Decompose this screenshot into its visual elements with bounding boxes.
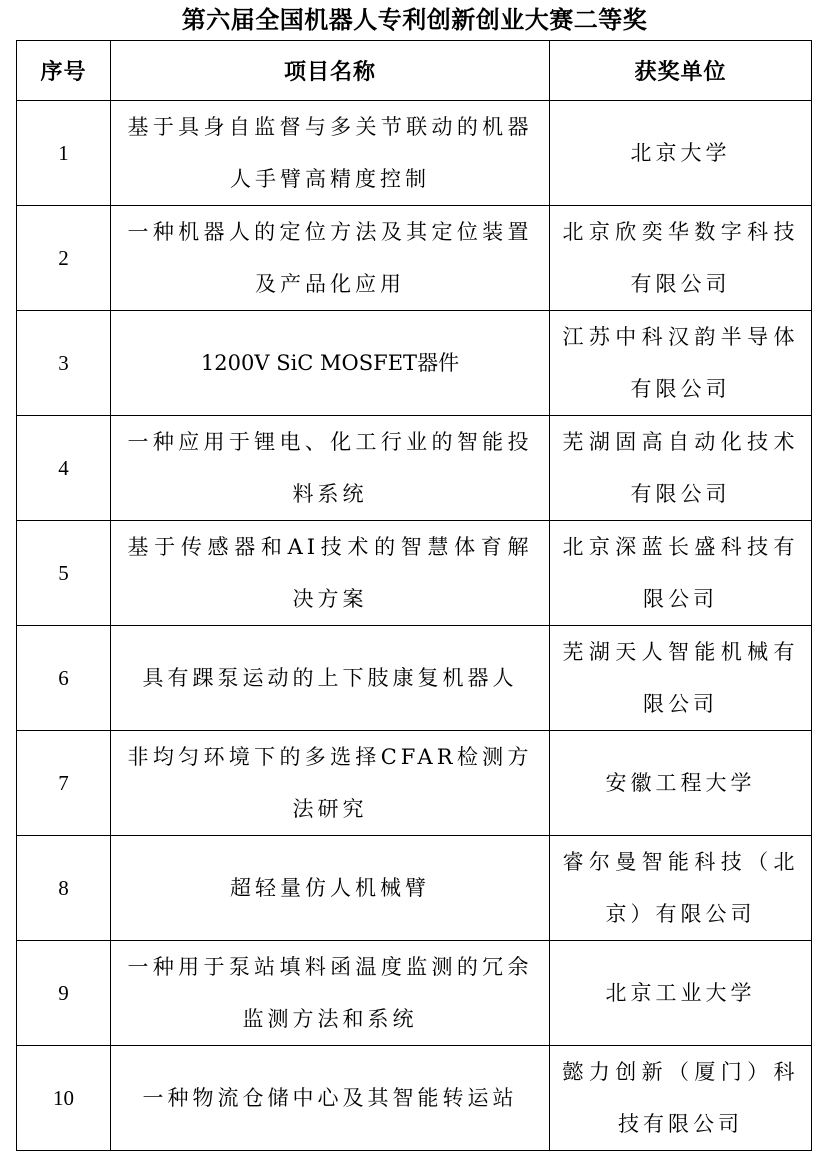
award-unit: 安徽工程大学 [605, 771, 756, 795]
row-index: 6 [17, 626, 111, 731]
row-index: 5 [17, 521, 111, 626]
project-name: 超轻量仿人机械臂 [230, 876, 430, 900]
table-row [17, 101, 812, 206]
project-name: 基于传感器和AI技术的智慧体育解决方案 [127, 535, 533, 611]
project-name: 一种用于泵站填料函温度监测的冗余监测方法和系统 [127, 955, 533, 1031]
table-row [17, 1046, 812, 1151]
project-name: 一种机器人的定位方法及其定位装置及产品化应用 [127, 220, 533, 296]
award-unit: 芜湖天人智能机械有限公司 [562, 640, 799, 716]
award-unit: 北京工业大学 [605, 981, 756, 1005]
row-index: 7 [17, 731, 111, 836]
table-row [17, 521, 812, 626]
project-name: 具有踝泵运动的上下肢康复机器人 [142, 666, 518, 690]
header-project-name: 项目名称 [111, 41, 550, 101]
project-name: 一种物流仓储中心及其智能转运站 [142, 1086, 518, 1110]
awards-table [16, 40, 812, 1151]
table-row [17, 731, 812, 836]
row-index: 8 [17, 836, 111, 941]
award-unit: 睿尔曼智能科技（北京）有限公司 [562, 850, 799, 926]
award-unit: 北京欣奕华数字科技有限公司 [562, 220, 799, 296]
award-unit: 芜湖固高自动化技术有限公司 [562, 430, 799, 506]
award-unit: 江苏中科汉韵半导体有限公司 [562, 325, 799, 401]
table-row [17, 416, 812, 521]
award-unit: 北京深蓝长盛科技有限公司 [562, 535, 799, 611]
project-name: 1200V SiC MOSFET器件 [200, 351, 460, 375]
award-unit: 懿力创新（厦门）科技有限公司 [562, 1060, 799, 1136]
table-row [17, 311, 812, 416]
header-index: 序号 [17, 41, 111, 101]
table-row [17, 626, 812, 731]
project-name: 一种应用于锂电、化工行业的智能投料系统 [127, 430, 533, 506]
row-index: 4 [17, 416, 111, 521]
row-index: 1 [17, 101, 111, 206]
table-row [17, 206, 812, 311]
project-name: 基于具身自监督与多关节联动的机器人手臂高精度控制 [127, 115, 533, 191]
row-index: 2 [17, 206, 111, 311]
header-award-unit: 获奖单位 [550, 41, 812, 101]
table-row [17, 836, 812, 941]
project-name: 非均匀环境下的多选择CFAR检测方法研究 [127, 745, 533, 821]
row-index: 10 [17, 1046, 111, 1151]
table-row [17, 941, 812, 1046]
table-header-row [17, 41, 812, 101]
row-index: 9 [17, 941, 111, 1046]
row-index: 3 [17, 311, 111, 416]
award-unit: 北京大学 [630, 141, 731, 165]
page-title: 第六届全国机器人专利创新创业大赛二等奖 [181, 6, 648, 34]
